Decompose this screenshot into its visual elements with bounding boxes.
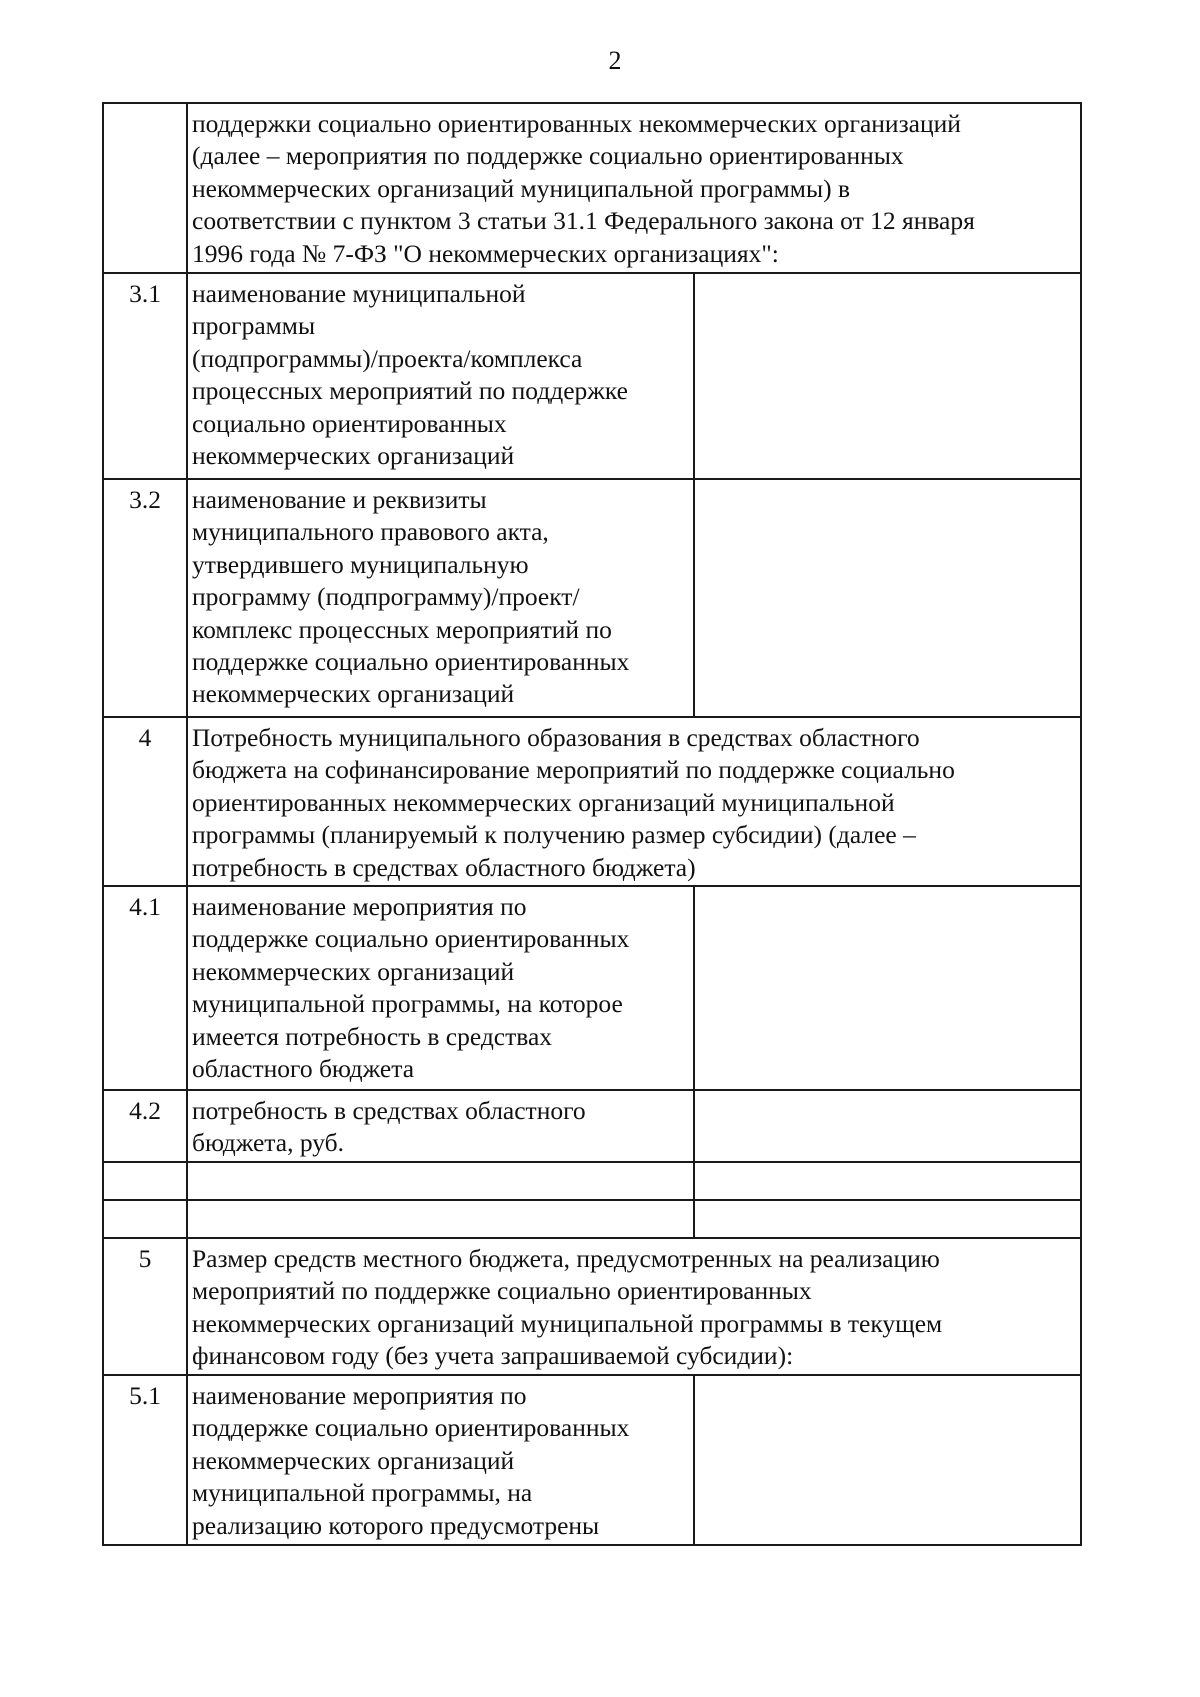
text-line: некоммерческих организаций муниципальной программы) в <box>192 173 850 203</box>
text-line: наименование муниципальной <box>192 279 526 308</box>
row-description <box>187 103 1081 273</box>
text-line: муниципальной программы, на <box>192 1478 533 1508</box>
row-label <box>187 1090 694 1162</box>
row-label <box>187 479 694 717</box>
text-line: бюджета на софинансирование мероприятий по поддержке социально <box>192 755 955 785</box>
row-number: 5 <box>103 1238 187 1375</box>
text-line: муниципального правового акта, <box>192 517 549 547</box>
text-line: утвердившего муниципальную <box>192 549 529 579</box>
text-line: поддержке социально ориентированных <box>192 1413 630 1443</box>
empty-cell <box>103 1162 187 1200</box>
text-line: комплекс процессных мероприятий по <box>192 614 612 644</box>
empty-cell <box>103 1200 187 1238</box>
table-row-5-1 <box>103 1375 1081 1545</box>
empty-cell[interactable] <box>694 1200 1081 1238</box>
text-line: ориентированных некоммерческих организаций муниципальной <box>192 787 895 817</box>
text-line: муниципальной программы, на которое <box>192 989 623 1019</box>
text-line: 1996 года № 7-ФЗ "О некоммерческих организациях": <box>192 238 779 268</box>
text-line: процессных мероприятий по поддержке <box>192 376 628 406</box>
text-line: (далее – мероприятия по поддержке социально ориентированных <box>192 141 904 171</box>
table-row-4 <box>103 717 1081 886</box>
row-number: 4.2 <box>103 1090 187 1162</box>
row-label <box>187 886 694 1090</box>
text-line: потребность в средствах областного бюджета) <box>192 852 696 882</box>
text-line: некоммерческих организаций <box>192 1445 515 1475</box>
page-number: 2 <box>608 46 622 75</box>
text-line: потребность в средствах областного <box>192 1096 586 1125</box>
row-description <box>187 1238 1081 1375</box>
text-line: Размер средств местного бюджета, предусмотренных на реализацию <box>192 1244 940 1273</box>
table-row-empty <box>103 1200 1081 1238</box>
text-line: программы (планируемый к получению размер субсидии) (далее – <box>192 820 916 850</box>
table-row-3-1 <box>103 273 1081 479</box>
row-number: 3.2 <box>103 479 187 717</box>
application-form-table <box>102 102 1082 1546</box>
text-line: программы <box>192 311 316 341</box>
table-row-4-1 <box>103 886 1081 1090</box>
empty-cell[interactable] <box>187 1162 694 1200</box>
text-line: наименование и реквизиты <box>192 485 487 514</box>
empty-cell[interactable] <box>694 1162 1081 1200</box>
row-number: 3.1 <box>103 273 187 479</box>
row-description <box>187 717 1081 886</box>
text-line: поддержке социально ориентированных <box>192 924 630 954</box>
text-line: бюджета, руб. <box>192 1128 345 1158</box>
text-line: финансовом году (без учета запрашиваемой субсидии): <box>192 1341 794 1371</box>
table-row-3-2 <box>103 479 1081 717</box>
text-line: имеется потребность в средствах <box>192 1021 553 1051</box>
text-line: наименование мероприятия по <box>192 1381 527 1410</box>
table-row-intro <box>103 103 1081 273</box>
table-row-5 <box>103 1238 1081 1375</box>
text-line: областного бюджета <box>192 1054 415 1084</box>
row-label <box>187 1375 694 1545</box>
table-row-empty <box>103 1162 1081 1200</box>
value-cell[interactable] <box>694 273 1081 479</box>
text-line: поддержки социально ориентированных некоммерческих организаций <box>192 109 961 138</box>
row-number: 4 <box>103 717 187 886</box>
value-cell[interactable] <box>694 1375 1081 1545</box>
value-cell[interactable] <box>694 1090 1081 1162</box>
row-label <box>187 273 694 479</box>
text-line: социально ориентированных <box>192 408 507 438</box>
row-number: 5.1 <box>103 1375 187 1545</box>
text-line: (подпрограммы)/проекта/комплекса <box>192 343 583 373</box>
text-line: соответствии с пунктом 3 статьи 31.1 Федерального закона от 12 января <box>192 206 975 236</box>
text-line: некоммерческих организаций <box>192 956 515 986</box>
text-line: некоммерческих организаций муниципальной программы в текущем <box>192 1308 943 1338</box>
text-line: Потребность муниципального образования в средствах областного <box>192 723 920 752</box>
table-row-4-2 <box>103 1090 1081 1162</box>
value-cell[interactable] <box>694 479 1081 717</box>
value-cell[interactable] <box>694 886 1081 1090</box>
text-line: мероприятий по поддержке социально ориентированных <box>192 1276 812 1306</box>
empty-cell[interactable] <box>187 1200 694 1238</box>
text-line: программу (подпрограмму)/проект/ <box>192 582 580 612</box>
text-line: поддержке социально ориентированных <box>192 647 630 677</box>
row-number: 4.1 <box>103 886 187 1090</box>
text-line: некоммерческих организаций <box>192 441 515 471</box>
text-line: некоммерческих организаций <box>192 679 515 709</box>
text-line: реализацию которого предусмотрены <box>192 1510 600 1540</box>
row-number <box>103 103 187 273</box>
text-line: наименование мероприятия по <box>192 892 527 921</box>
